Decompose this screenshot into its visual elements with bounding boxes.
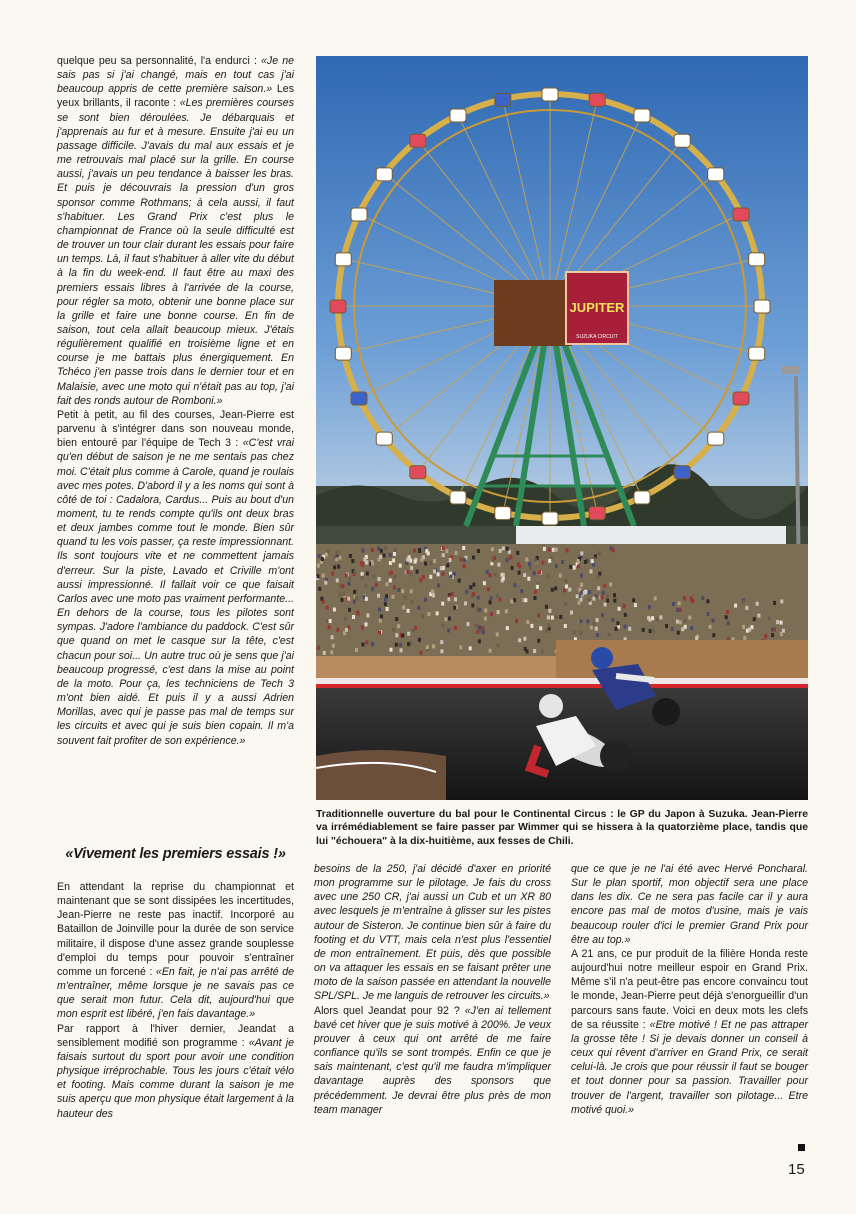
article-column-1 xyxy=(57,54,294,748)
body-text: En attendant la reprise du championnat et maintenant que se sont dissipées les incertitudes, Jean-Pierre ne reste pas inactif. Incorporé au Bataillon de Joinville pour la durée de son service militaire, il dispose d'une assez grande souplesse d'emploi du temps pour pouvoir s'entraîner comme un forcené : xyxy=(57,881,294,978)
wheel-cabin xyxy=(733,392,749,405)
wheel-cabin xyxy=(733,208,749,221)
wheel-cabin xyxy=(674,466,690,479)
wheel-cabin xyxy=(754,300,770,313)
body-text: Alors quel Jeandat pour 92 ? xyxy=(314,1004,465,1017)
wheel-cabin xyxy=(495,507,511,520)
quote-text: que ce que je ne l'ai été avec Hervé Poncharal. Sur le plan sportif, mon objectif sera une place dans les dix. Ce ne sera pas facile car il y aura encore pas mal de motos d'usine, mais je vais beaucoup rouler d'ici le premier Grand Prix pour être au top.» xyxy=(571,863,808,946)
paragraph xyxy=(57,1022,294,1121)
paragraph xyxy=(57,54,294,408)
paragraph xyxy=(314,1004,551,1117)
section-heading: «Vivement les premiers essais !» xyxy=(65,846,286,862)
wheel-cabin xyxy=(351,392,367,405)
wheel-cabin xyxy=(330,300,346,313)
end-of-article-mark xyxy=(798,1144,805,1151)
wheel-cabin xyxy=(495,93,511,106)
jupiter-sign-text: JUPITER xyxy=(569,300,625,315)
quote-text: «Les premières courses se sont bien déroulées. Je débarquais et j'apprenais au fur et à mesure. Ensuite j'ai eu un passage difficile. J'avais du mal aux essais et je me retrouvais mal placé sur la grille. En course aussi, j'avais un peu tendance à baisser les bras. Et puis je découvrais la pression d'un gros sponsor comme Rothmans; à cela aussi, il faut s'habituer. Les Grand Prix c'est plus le championnat de France où la seule difficulté est de trouver un tour clair durant les essais pour faire un temps. Là, il faut s'habituer à aller vite du début à la fin du week-end. Il faut être au maxi des premiers essais libres à l'arrivée de la course, pour régler sa moto, obtenir une bonne place sur la grille et faire une bonne course. En fin de saison, tout cela allait beaucoup mieux. J'étais régulièrement qualifié en troisième ligne et en course je me battais plus énergiquement. En Tchéco j'en passe trois dans le dernier tour et en Malaisie, avec une moto qui n'était pas au top, j'ai fait des ronds autour de Romboni.» xyxy=(57,97,294,407)
quote-text: besoins de la 250, j'ai décidé d'axer en priorité mon programme sur le pilotage. Je fais du cross avec une 250 CR, j'ai aussi un Cub et un XR 80 avec lesquels je m'entraîne à glisser sur les pistes autour de Sisteron. Je continue bien sûr à faire du footing et du VTT, mais cela n'est plus l'essentiel de mon entraînement. Et puis, dès que possible on va attaquer les essais en se faisant prêter une moto de la saison passée en attendant la nouvelle SPL/SPL. Je me languis de retrouver les circuits.» xyxy=(314,863,551,1003)
wheel-cabin xyxy=(410,134,426,147)
paragraph xyxy=(571,862,808,947)
wheel-cabin xyxy=(450,491,466,504)
wheel-cabin xyxy=(708,168,724,181)
article-column-1-lower xyxy=(57,880,294,1121)
quote-text: «J'en ai tellement bavé cet hiver que je suis motivé à 200%. Je veux prouver à ceux qui ont arrêté de me faire confiance qu'ils se sont trompés. Enfin ce que je sais maintenant, c'est qu'il me faudra m'impliquer davantage auprès des sponsors que précédemment. Je devrai être plus près de mon team manager xyxy=(314,1004,551,1116)
page-number: 15 xyxy=(788,1161,805,1178)
paragraph xyxy=(314,862,551,1004)
wheel-cabin xyxy=(351,208,367,221)
wheel-cabin xyxy=(450,109,466,122)
article-column-2 xyxy=(314,862,551,1117)
body-text: Petit à petit, au fil des courses, Jean-Pierre est parvenu à s'intégrer dans son nouveau monde, bien entouré par l'équipe de Tech 3 : xyxy=(57,408,294,450)
paragraph xyxy=(57,880,294,1022)
wheel-cabin xyxy=(410,466,426,479)
body-text: quelque peu sa personnalité, l'a endurci : xyxy=(57,55,262,67)
wheel-cabin xyxy=(589,93,605,106)
wheel-cabin xyxy=(589,507,605,520)
ferris-wheel-race-photo xyxy=(316,56,808,800)
wheel-cabin xyxy=(634,491,650,504)
wheel-cabin xyxy=(542,88,558,101)
paragraph xyxy=(57,408,294,748)
wheel-cabin xyxy=(634,109,650,122)
photo-caption: Traditionnelle ouverture du bal pour le Continental Circus : le GP du Japon à Suzuka. Jean-Pierre va irrémédiablement se faire passer par Wimmer qui se hissera à la quatorzième place, tandis que lui "échouera" à la dix-huitième, aux fesses de Chili. xyxy=(316,809,808,847)
wheel-cabin xyxy=(542,512,558,525)
body-text: Par rapport à l'hiver dernier, Jeandat a sensiblement modifié son programme : xyxy=(57,1022,294,1049)
quote-text: «En fait, je n'ai pas arrêté de m'entraîner, même lorsque je ne savais pas ce que serait mon futur. Cela dit, aujourd'hui que mon esprit est libéré, j'en fais davantage.» xyxy=(57,965,294,1021)
wheel-cabin xyxy=(335,347,351,360)
quote-text: «Avant je faisais surtout du sport pour avoir une condition physique irréprochable. Tous les jours c'était vélo et footing. Mais comme durant la saison je me suis aperçu que mon physique était largement à la hauteur des xyxy=(57,1036,294,1120)
wheel-cabin xyxy=(708,432,724,445)
wheel-cabin xyxy=(749,347,765,360)
quote-text: «Etre motivé ! Et ne pas attraper la grosse tête ! Si je devais donner un conseil à ceux qui rêvent d'arriver en Grand Prix, ce serait celui-là. Je crois que pour réussir il faut se bouger et tout donner pour sa passion. Travailler pour trouver de l'argent, travailler son pilotage... Etre motivé quoi.» xyxy=(571,1018,808,1116)
quote-text: «C'est vrai qu'en début de saison je ne me sentais pas chez moi. C'était plus comme à Carole, quand je roulais avec mes potes. D'abord il y a les noms qui sont à côté de toi : Cadalora, Cardus... Puis au bout d'un moment, tu te rends compte qu'ils ont deux bras et deux jambes comme tout le monde. Bien sûr quand tu les vois passer, ça reste impressionnant. Ils sont toujours vite et ne commettent jamais d'erreur. Sur la piste, Lavado et Criville m'ont aussi impressionné. Il fallait voir ce que faisait Carlos avec une moto pas vraiment performante... En dehors de la course, tous les pilotes sont sympas. J'adore l'ambiance du paddock. C'est sûr que quand on met le casque sur la tête, c'est chacun pour soi... Un autre truc où je sens que j'ai beaucoup progressé, c'est dans la mise au point de la moto. Pour ça, les techniciens de Tech 3 m'ont bien aidé. Et puis il y a aussi Adrien Morillas, avec qui je passe pas mal de temps sur les circuits et avec qui je suis bien copain. Il m'a souvent fait profiter de son expérience.» xyxy=(57,437,294,747)
wheel-cabin xyxy=(376,168,392,181)
paragraph xyxy=(571,947,808,1117)
body-text: Les yeux brillants, il raconte : xyxy=(57,83,294,110)
wheel-cabin xyxy=(376,432,392,445)
wheel-cabin xyxy=(749,253,765,266)
wheel-cabin xyxy=(674,134,690,147)
article-column-3 xyxy=(571,862,808,1117)
quote-text: «Je ne sais pas si j'ai changé, mais en tout cas j'ai beaucoup appris de cette première saison.» xyxy=(57,55,294,96)
body-text: A 21 ans, ce pur produit de la filière Honda reste aujourd'hui notre meilleur espoir en Grand Prix. Même s'il n'a peut-être pas encore convaincu tout le monde, Jean-Pierre peut déjà s'enorgueillir d'un parcours sans faute. Voici en deux mots les clefs de sa réussite : xyxy=(571,947,808,1031)
wheel-cabin xyxy=(335,253,351,266)
circuit-sign-text: SUZUKA CIRCUIT xyxy=(576,334,618,340)
